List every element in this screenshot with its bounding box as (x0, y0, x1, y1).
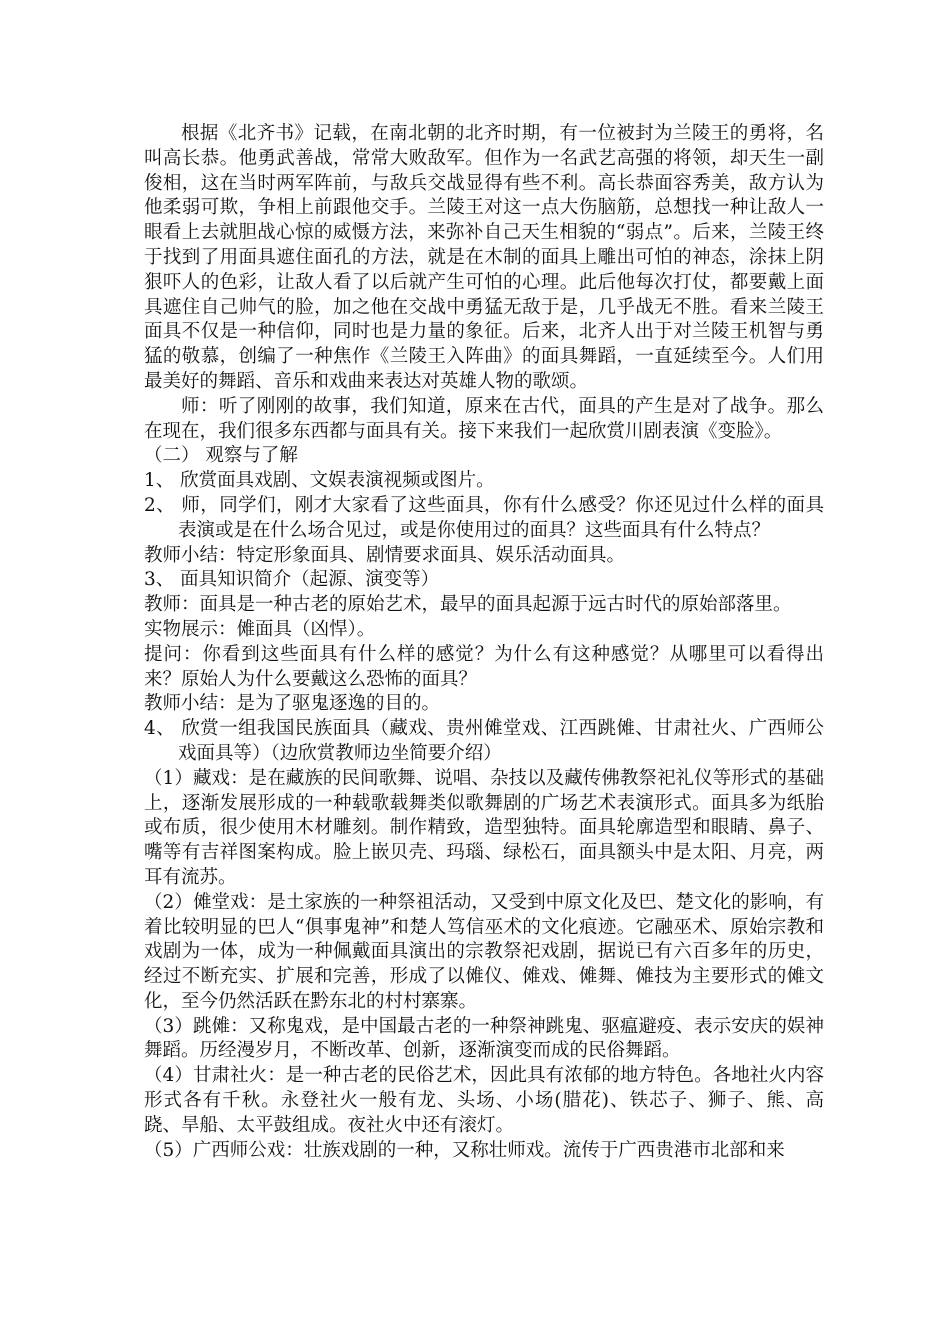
mask-intro-gansu-shehuo: （4）甘肃社火：是一种古老的民俗艺术，因此具有浓郁的地方特色。各地社火内容形式各有千秋。永登社火一般有龙、头场、小场(腊花)、铁芯子、狮子、熊、高跷、旱船、太平鼓组成。夜社火中还有滚灯。 (144, 1065, 824, 1136)
teacher-summary-1: 教师小结：特定形象面具、剧情要求面具、娱乐活动面具。 (144, 544, 626, 566)
mask-intro-guangxi-shigong: （5）广西师公戏：壮族戏剧的一种，又称壮师戏。流传于广西贵港市北部和来 (144, 1139, 785, 1161)
list-item-2: 2、 师，同学们，刚才大家看了这些面具，你有什么感受？你还见过什么样的面具表演或是在什么场合见过，或是你使用过的面具？这些面具有什么特点？ (144, 494, 824, 541)
teacher-remark-paragraph: 师：听了刚刚的故事，我们知道，原来在古代，面具的产生是对了战争。那么在现在，我们很多东西都与面具有关。接下来我们一起欣赏川剧表演《变脸》。 (144, 395, 824, 442)
mask-intro-tibetan-opera: （1）藏戏：是在藏族的民间歌舞、说唱、杂技以及藏传佛教祭祀礼仪等形式的基础上，逐渐发展形成的一种载歌载舞类似歌舞剧的广场艺术表演形式。面具多为纸胎或布质，很少使用木材雕刻。制作精致，造型独特。面具轮廓造型和眼睛、鼻子、嘴等有吉祥图案构成。脸上嵌贝壳、玛瑙、绿松石，面具额头中是太阳、月亮，两耳有流苏。 (144, 767, 824, 888)
question-paragraph: 提问：你看到这些面具有什么样的感觉？为什么有这种感觉？从哪里可以看得出来？原始人为什么要戴这么恐怖的面具？ (144, 643, 824, 690)
mask-intro-nuotang-opera: （2）傩堂戏：是土家族的一种祭祖活动，又受到中原文化及巴、楚文化的影响，有着比较明显的巴人“俱事鬼神”和楚人笃信巫术的文化痕迹。它融巫术、原始宗教和戏剧为一体，成为一种佩戴面具演出的宗教祭祀戏剧，据说已有六百多年的历史，经过不断充实、扩展和完善，形成了以傩仪、傩戏、傩舞、傩技为主要形式的傩文化，至今仍然活跃在黔东北的村村寨寨。 (144, 891, 824, 1012)
list-item-3: 3、 面具知识简介（起源、演变等） (144, 569, 440, 591)
mask-intro-tiaonuo: （3）跳傩：又称鬼戏，是中国最古老的一种祭神跳鬼、驱瘟避疫、表示安庆的娱神舞蹈。历经漫岁月，不断改革、创新，逐渐演变而成的民俗舞蹈。 (144, 1015, 824, 1062)
section-heading: （二） 观察与了解 (144, 445, 298, 467)
teacher-summary-2: 教师小结：是为了驱鬼逐逸的目的。 (144, 693, 441, 715)
object-display: 实物展示：傩面具（凶悍）。 (144, 618, 376, 640)
teacher-explanation: 教师：面具是一种古老的原始艺术，最早的面具起源于远古时代的原始部落里。 (144, 594, 792, 616)
story-paragraph: 根据《北齐书》记载，在南北朝的北齐时期，有一位被封为兰陵王的勇将，名叫高长恭。他勇武善战，常常大败敌军。但作为一名武艺高强的将领，却天生一副俊相，这在当时两军阵前，与敌兵交战显得有些不利。高长恭面容秀美，敌方认为他柔弱可欺，争相上前跟他交手。兰陵王对这一点大伤脑筋，总想找一种让敌人一眼看上去就胆战心惊的威慑方法，来弥补自己天生相貌的“弱点”。后来，兰陵王终于找到了用面具遮住面孔的方法，就是在木制的面具上雕出可怕的神态，涂抹上阴狠吓人的色彩，让敌人看了以后就产生可怕的心理。此后他每次打仗，都要戴上面具遮住自己帅气的脸，加之他在交战中勇猛无敌于是，几乎战无不胜。看来兰陵王面具不仅是一种信仰，同时也是力量的象征。后来，北齐人出于对兰陵王机智与勇猛的敬慕，创编了一种焦作《兰陵王入阵曲》的面具舞蹈，一直延续至今。人们用最美好的舞蹈、音乐和戏曲来表达对英雄人物的歌颂。 (144, 123, 824, 392)
list-item-4: 4、 欣赏一组我国民族面具（藏戏、贵州傩堂戏、江西跳傩、甘肃社火、广西师公戏面具等）（边欣赏教师边坐简要介绍） (144, 718, 824, 764)
document-body (144, 122, 824, 1163)
list-item-1: 1、 欣赏面具戏剧、文娱表演视频或图片。 (144, 470, 495, 492)
